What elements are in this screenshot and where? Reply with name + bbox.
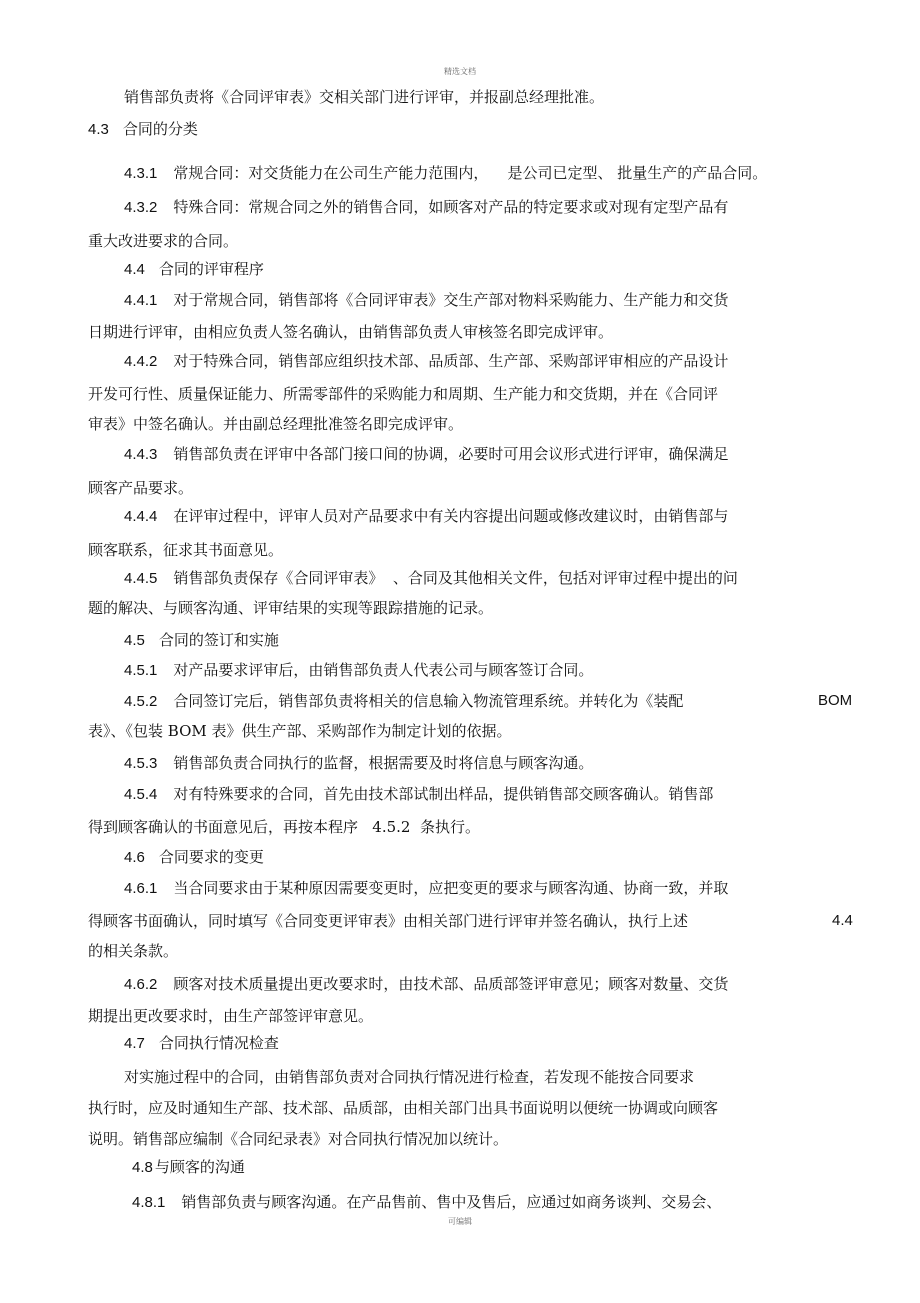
section-number: 4.4.4	[124, 508, 158, 525]
text-line	[88, 385, 718, 403]
section-number: 4.5.2	[124, 693, 158, 710]
text-line	[124, 754, 593, 773]
line-text: 期提出更改要求时，由生产部签评审意见。	[88, 1007, 374, 1025]
line-text: 合同的分类	[122, 120, 198, 138]
footer-watermark: 可编辑	[448, 1217, 472, 1226]
section-number: 4.6.2	[124, 976, 158, 993]
section-number: 4.7	[124, 1035, 145, 1052]
text-line	[88, 942, 178, 960]
section-number: 4.3.1	[124, 165, 158, 182]
text-line	[88, 323, 613, 341]
line-text: 表》、《包装 BOM 表》供生产部、采购部作为制定计划的依据。	[88, 722, 512, 740]
line-text: 得到顾客确认的书面意见后，再按本程序 4.5.2 条执行。	[88, 818, 481, 836]
line-text: 题的解决、与顾客沟通、评审结果的实现等跟踪措施的记录。	[88, 599, 494, 617]
section-number: 4.6.1	[124, 880, 158, 897]
line-text: 执行时，应及时通知生产部、技术部、品质部，由相关部门出具书面说明以便统一协调或向顾客	[88, 1099, 719, 1117]
line-text: 说明。销售部应编制《合同纪录表》对合同执行情况加以统计。	[88, 1130, 509, 1148]
text-line	[88, 479, 193, 497]
section-number: 4.8.1	[132, 1194, 166, 1211]
text-line	[88, 818, 480, 836]
line-text: 日期进行评审，由相应负责人签名确认，由销售部负责人审核签名即完成评审。	[88, 323, 614, 341]
line-text: 对产品要求评审后，由销售部负责人代表公司与顾客签订合同。	[173, 661, 594, 679]
line-text: 在评审过程中，评审人员对产品要求中有关内容提出问题或修改建议时，由销售部与	[173, 507, 729, 525]
text-line	[124, 507, 728, 526]
section-number: 4.8	[132, 1159, 153, 1176]
text-line	[124, 352, 728, 371]
line-text: 当合同要求由于某种原因需要变更时，应把变更的要求与顾客沟通、协商一致，并取	[173, 879, 729, 897]
line-text: 销售部负责在评审中各部门接口间的协调，必要时可用会议形式进行评审，确保满足	[173, 445, 729, 463]
line-text: 顾客对技术质量提出更改要求时，由技术部、品质部签评审意见；顾客对数量、交货	[173, 975, 729, 993]
line-text: 销售部负责将《合同评审表》交相关部门进行评审，并报副总经理批准。	[124, 88, 605, 106]
line-tail: BOM	[818, 692, 853, 709]
line-text: 销售部负责与顾客沟通。在产品售前、售中及售后，应通过如商务谈判、交易会、	[181, 1193, 722, 1211]
line-text: 顾客产品要求。	[88, 479, 194, 497]
text-line	[124, 445, 728, 464]
line-text: 对于特殊合同，销售部应组织技术部、品质部、生产部、采购部评审相应的产品设计	[173, 352, 729, 370]
section-number: 4.4.5	[124, 570, 158, 587]
text-line	[124, 291, 728, 310]
line-text: 常规合同：对交货能力在公司生产能力范围内， 是公司已定型、 批量生产的产品合同。	[173, 164, 768, 182]
section-number: 4.4.2	[124, 353, 158, 370]
line-text: 对于常规合同，销售部将《合同评审表》交生产部对物料采购能力、生产能力和交货	[173, 291, 729, 309]
text-line	[88, 415, 463, 433]
line-text: 合同的签订和实施	[158, 631, 279, 649]
section-number: 4.5.1	[124, 662, 158, 679]
text-line	[124, 661, 593, 680]
line-text: 合同签订完后，销售部负责将相关的信息输入物流管理系统。并转化为《装配	[173, 692, 684, 710]
text-line	[88, 1130, 508, 1148]
line-text: 开发可行性、质量保证能力、所需零部件的采购能力和周期、生产能力和交货期，并在《合同评	[88, 385, 719, 403]
section-number: 4.6	[124, 849, 145, 866]
text-line	[88, 1007, 373, 1025]
line-text: 顾客联系，征求其书面意见。	[88, 541, 284, 559]
text-line	[88, 722, 512, 740]
text-line	[88, 912, 688, 930]
text-line	[124, 1068, 694, 1086]
line-text: 审表》中签名确认。并由副总经理批准签名即完成评审。	[88, 415, 464, 433]
section-number: 4.5.3	[124, 755, 158, 772]
text-line	[88, 541, 283, 559]
text-line	[88, 120, 198, 139]
line-text: 合同执行情况检查	[158, 1034, 279, 1052]
text-line	[132, 1193, 721, 1212]
line-text: 对有特殊要求的合同，首先由技术部试制出样品，提供销售部交顾客确认。销售部	[173, 785, 714, 803]
line-text: 对实施过程中的合同，由销售部负责对合同执行情况进行检查，若发现不能按合同要求	[124, 1068, 695, 1086]
section-number: 4.4.1	[124, 292, 158, 309]
section-number: 4.4	[124, 261, 145, 278]
text-line	[88, 1099, 718, 1117]
text-line	[124, 198, 728, 217]
text-line	[88, 599, 493, 617]
line-tail: 4.4	[832, 912, 853, 929]
text-line	[124, 260, 264, 279]
section-number: 4.3.2	[124, 199, 158, 216]
line-text: 特殊合同：常规合同之外的销售合同，如顾客对产品的特定要求或对现有定型产品有	[173, 198, 729, 216]
text-line	[88, 232, 238, 250]
line-text: 合同要求的变更	[158, 848, 264, 866]
text-line	[124, 631, 279, 650]
section-number: 4.4.3	[124, 446, 158, 463]
line-text: 销售部负责保存《合同评审表》 、合同及其他相关文件，包括对评审过程中提出的问	[173, 569, 738, 587]
section-number: 4.5	[124, 632, 145, 649]
text-line	[124, 785, 713, 804]
text-line	[132, 1158, 245, 1177]
text-line	[124, 848, 264, 867]
text-line	[124, 1034, 279, 1053]
line-text: 合同的评审程序	[158, 260, 264, 278]
text-line	[124, 569, 738, 588]
line-text: 销售部负责合同执行的监督，根据需要及时将信息与顾客沟通。	[173, 754, 594, 772]
text-line	[124, 164, 767, 183]
section-number: 4.3	[88, 121, 109, 138]
line-text: 的相关条款。	[88, 942, 179, 960]
line-text: 与顾客的沟通	[154, 1158, 245, 1176]
section-number: 4.5.4	[124, 786, 158, 803]
text-line	[124, 692, 683, 711]
header-watermark: 精选文档	[444, 67, 476, 76]
line-text: 得顾客书面确认，同时填写《合同变更评审表》由相关部门进行评审并签名确认，执行上述	[88, 912, 689, 930]
text-line	[124, 88, 604, 106]
text-line	[124, 975, 728, 994]
line-text: 重大改进要求的合同。	[88, 232, 239, 250]
text-line	[124, 879, 728, 898]
